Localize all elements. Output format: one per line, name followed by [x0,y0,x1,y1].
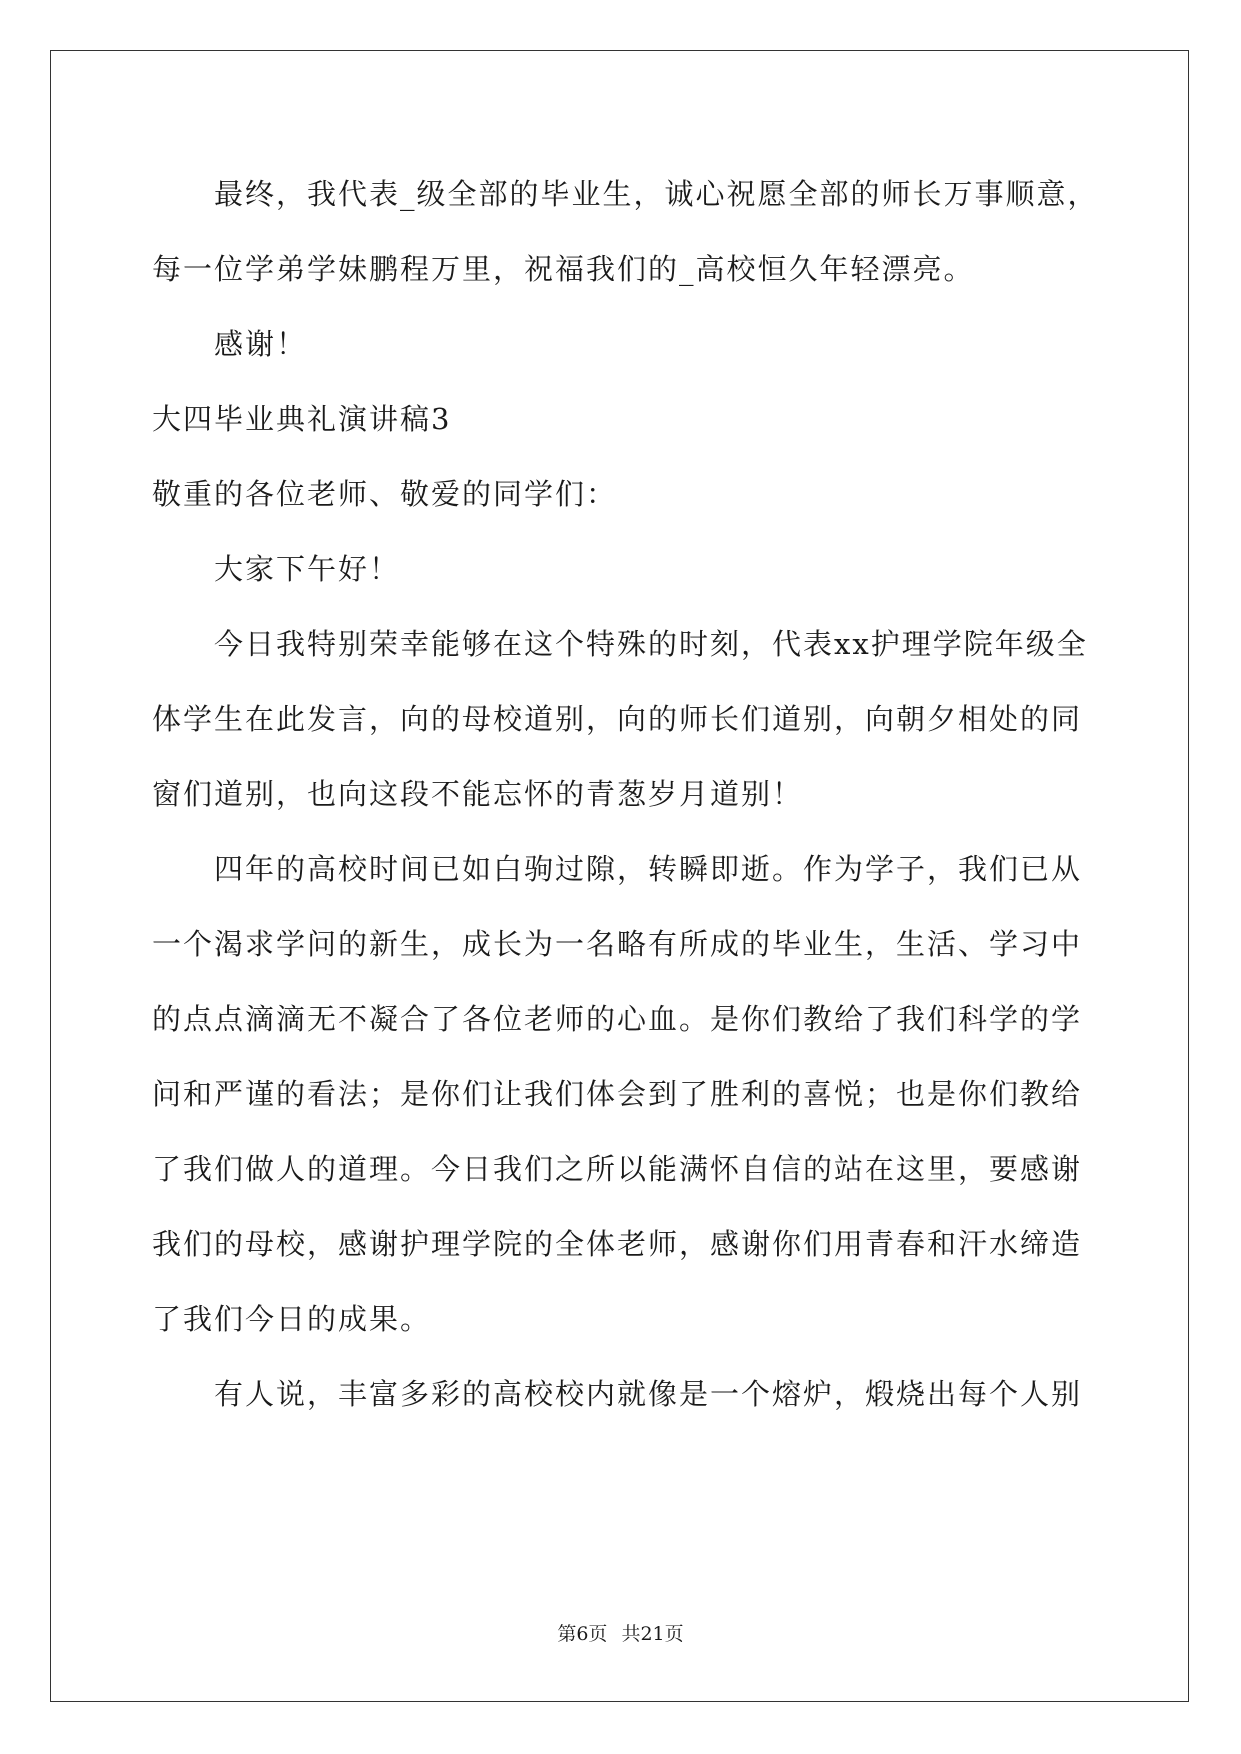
paragraph-line: 问和严谨的看法；是你们让我们体会到了胜利的喜悦；也是你们教给 [152,1077,1083,1111]
page-footer [0,1622,1241,1646]
paragraph-line: 有人说，丰富多彩的高校校内就像是一个熔炉，煅烧出每个人别 [214,1377,1083,1411]
paragraph-line: 体学生在此发言，向的母校道别，向的师长们道别，向朝夕相处的同 [152,702,1083,736]
paragraph-line: 今日我特别荣幸能够在这个特殊的时刻，代表xx护理学院年级全 [214,627,1088,661]
paragraph-line: 大家下午好！ [214,552,401,586]
paragraph-line: 窗们道别，也向这段不能忘怀的青葱岁月道别！ [152,777,804,811]
paragraph-line: 一个渴求学问的新生，成长为一名略有所成的毕业生，生活、学习中 [152,927,1083,961]
section-heading: 大四毕业典礼演讲稿3 [152,402,452,436]
page-total: 共21页 [621,1623,684,1645]
paragraph-line: 的点点滴滴无不凝合了各位老师的心血。是你们教给了我们科学的学 [152,1002,1083,1036]
paragraph-line: 最终，我代表_级全部的毕业生，诚心祝愿全部的师长万事顺意， [214,177,1099,211]
paragraph-line: 我们的母校，感谢护理学院的全体老师，感谢你们用青春和汗水缔造 [152,1227,1083,1261]
paragraph-line: 感谢！ [214,327,308,361]
salutation: 敬重的各位老师、敬爱的同学们： [152,477,618,511]
paragraph-line: 每一位学弟学妹鹏程万里，祝福我们的_高校恒久年轻漂亮。 [152,252,975,286]
page-number: 第6页 [557,1623,608,1645]
paragraph-line: 了我们做人的道理。今日我们之所以能满怀自信的站在这里，要感谢 [152,1152,1083,1186]
paragraph-line: 四年的高校时间已如白驹过隙，转瞬即逝。作为学子，我们已从 [214,852,1083,886]
paragraph-line: 了我们今日的成果。 [152,1302,432,1336]
